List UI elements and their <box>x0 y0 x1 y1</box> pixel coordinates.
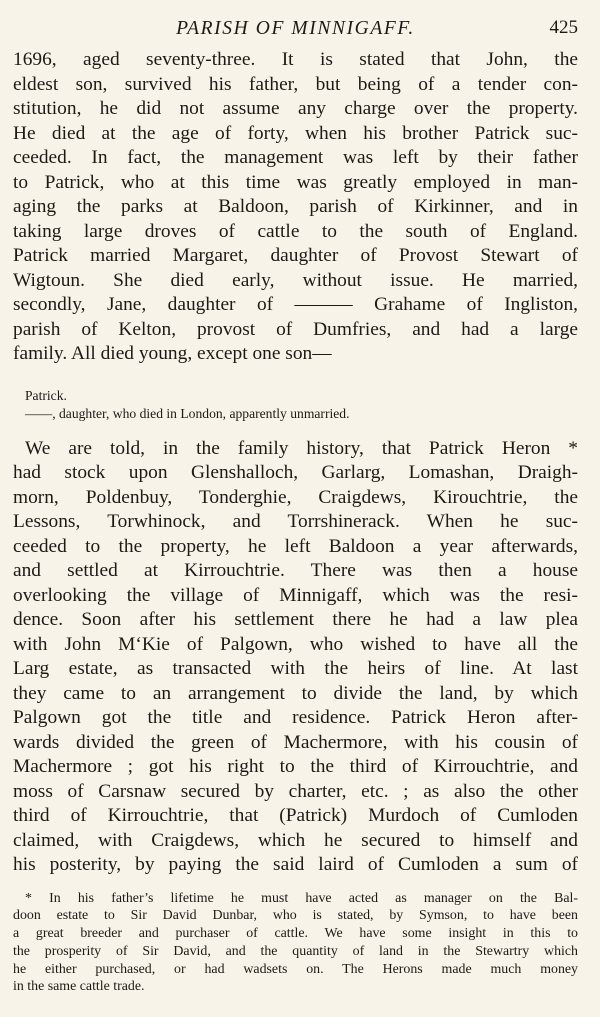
footnote-line: doon estate to Sir David Dunbar, who is stated, by Symson, to have been <box>13 908 578 924</box>
child-entry: ——, daughter, who died in London, apparently unmarried. <box>25 405 350 421</box>
footnote-line: the prosperity of Sir David, and the quantity of land in the Stewartry which <box>13 943 578 959</box>
child-entry: Patrick. <box>25 387 67 403</box>
text-line: Machermore ; got his right to the third of Kirrouchtrie, and <box>13 756 578 777</box>
footnote-line: in the same cattle trade. <box>13 979 145 995</box>
footnote-line: * In his father’s lifetime he must have acted as manager on the Bal- <box>25 890 578 906</box>
text-line: He died at the age of forty, when his brother Patrick suc- <box>13 122 578 144</box>
text-line: had stock upon Glenshalloch, Garlarg, Lomashan, Draigh- <box>13 462 578 483</box>
text-line: moss of Carsnaw secured by charter, etc. ; as also the other <box>13 780 578 802</box>
text-line: claimed, with Craigdews, which he secured to himself and <box>13 829 578 851</box>
text-line: overlooking the village of Minnigaff, which was the resi- <box>13 584 578 606</box>
text-line: Larg estate, as transacted with the heirs of line. At last <box>13 658 578 679</box>
text-line: 1696, aged seventy-three. It is stated that John, the <box>13 49 578 70</box>
text-line: taking large droves of cattle to the south of England. <box>13 220 578 242</box>
text-line: Patrick married Margaret, daughter of Provost Stewart of <box>13 245 578 266</box>
text-line: secondly, Jane, daughter of ——— Grahame of Ingliston, <box>13 294 578 315</box>
text-line: aging the parks at Baldoon, parish of Kirkinner, and in <box>13 196 578 217</box>
text-line: third of Kirrouchtrie, that (Patrick) Murdoch of Cumloden <box>13 805 578 826</box>
running-head <box>13 0 578 48</box>
text-line: stitution, he did not assume any charge over the property. <box>13 98 578 119</box>
text-line: We are told, in the family history, that Patrick Heron * <box>25 437 578 459</box>
text-line: parish of Kelton, provost of Dumfries, and had a large <box>13 318 578 340</box>
text-line: family. All died young, except one son— <box>13 343 332 364</box>
text-line: to Patrick, who at this time was greatly employed in man- <box>13 171 578 193</box>
text-line: Palgown got the title and residence. Patrick Heron after- <box>13 707 578 728</box>
footnote <box>13 890 578 997</box>
text-line: ceeded. In fact, the management was left by their father <box>13 147 578 168</box>
text-line: eldest son, survived his father, but being of a tender con- <box>13 73 578 95</box>
text-line: Wigtoun. She died early, without issue. He married, <box>13 269 578 291</box>
children-list <box>25 387 578 423</box>
page-number: 425 <box>549 17 578 38</box>
text-line: dence. Soon after his settlement there he had a law plea <box>13 609 578 630</box>
running-title: PARISH OF MINNIGAFF. <box>176 18 415 39</box>
text-line: and settled at Kirrouchtrie. There was then a house <box>13 560 578 581</box>
paragraph-1 <box>13 48 578 367</box>
text-line: morn, Poldenbuy, Tonderghie, Craigdews, Kirouchtrie, the <box>13 486 578 508</box>
text-line: wards divided the green of Machermore, with his cousin of <box>13 731 578 753</box>
text-line: his posterity, by paying the said laird of Cumloden a sum of <box>13 854 578 875</box>
footnote-line: a great breeder and purchaser of cattle. We have some insight in this to <box>13 926 578 942</box>
text-line: with John M‘Kie of Palgown, who wished to have all the <box>13 633 578 655</box>
text-line: ceeded to the property, he left Baldoon a year afterwards, <box>13 535 578 557</box>
paragraph-2 <box>13 437 578 878</box>
text-line: they came to an arrangement to divide the land, by which <box>13 682 578 704</box>
footnote-line: he either purchased, or had wadsets on. The Herons made much money <box>13 961 578 977</box>
text-line: Lessons, Torwhinock, and Torrshinerack. When he suc- <box>13 511 578 532</box>
